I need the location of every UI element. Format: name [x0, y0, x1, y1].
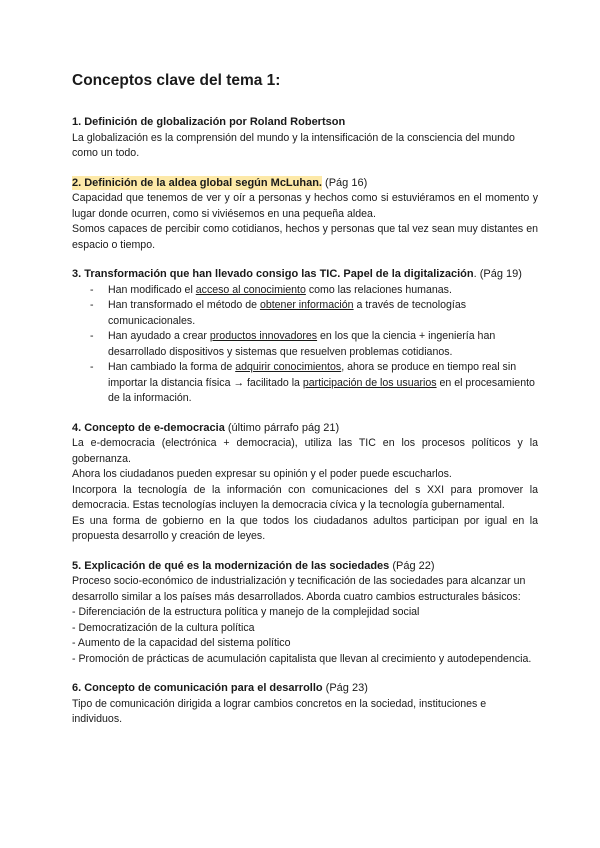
heading-text: 5. Explicación de qué es la modernización de las sociedades [72, 559, 390, 572]
highlighted-heading: 2. Definición de la aldea global según McLuhan. [72, 176, 322, 189]
paragraph: Incorpora la tecnología de la información con comunicaciones del s XXI para promover la democracia. Estas tecnologías incluyen la democracia cívica y la tecnología gubernamental. [72, 483, 538, 511]
paragraph: Tipo de comunicación dirigida a lograr cambios concretos en la sociedad, instituciones e individuos. [72, 697, 487, 725]
section-4 [72, 421, 538, 545]
page-reference: (Pág 22) [389, 559, 435, 572]
section-heading [72, 421, 538, 437]
text: en el procesamiento de la información. [108, 376, 535, 404]
section-2 [72, 176, 538, 254]
heading-text: 6. Concepto de comunicación para el desarrollo [72, 682, 323, 694]
paragraph: Ahora los ciudadanos pueden expresar su opinión y el poder puede escucharlos. [72, 468, 452, 480]
section-heading [72, 681, 538, 697]
paragraph: Capacidad que tenemos de ver y oír a personas y hechos como si estuviéramos en el momento y lugar donde ocurren, como si viviésemos en una pequeña aldea. [72, 192, 538, 220]
paragraph: Es una forma de gobierno en la que todos los ciudadanos adultos participan por igual en la propuesta desarrollo y creación de leyes. [72, 514, 538, 542]
section-heading [72, 176, 538, 192]
text: a través de tecnologías comunicacionales. [108, 299, 467, 327]
page-reference: . (Pág 19) [473, 268, 522, 280]
section-heading [72, 115, 538, 131]
paragraph: La e-democracia (electrónica + democracia), utiliza las TIC en los procesos políticos y la gobernanza. [72, 437, 538, 465]
list-item [90, 298, 538, 329]
heading-text: 3. Transformación que han llevado consigo las TIC. Papel de la digitalización [72, 268, 474, 280]
list-item [90, 329, 538, 360]
paragraph: Somos capaces de percibir como cotidianos, hechos y personas que tal vez sean muy distantes en espacio o tiempo. [72, 223, 538, 251]
bullet-list [90, 283, 538, 407]
section-5 [72, 559, 538, 668]
page-title: Conceptos clave del tema 1: [72, 72, 281, 89]
text: Han transformado el método de [108, 299, 260, 311]
list-item [90, 360, 538, 407]
list-line: - Democratización de la cultura política [72, 621, 255, 634]
section-1 [72, 115, 538, 162]
section-heading [72, 267, 538, 283]
list-line: - Promoción de prácticas de acumulación capitalista que llevan al crecimiento y autodependencia. [72, 652, 532, 665]
underlined-text: participación de los usuarios [302, 376, 437, 389]
text: como las relaciones humanas. [305, 283, 452, 296]
paragraph: La globalización es la comprensión del mundo y la intensificación de la consciencia del mundo como un todo. [72, 131, 515, 159]
text: Han ayudado a crear [108, 330, 210, 342]
underlined-text: obtener información [259, 299, 354, 311]
text: Han modificado el [108, 283, 196, 296]
section-3 [72, 267, 538, 407]
page-reference: (Pág 23) [322, 682, 368, 694]
underlined-text: adquirir conocimientos [235, 361, 342, 373]
underlined-text: acceso al conocimiento [195, 283, 306, 296]
heading-text: 4. Concepto de e-democracia [72, 421, 225, 434]
page-reference: (último párrafo pág 21) [224, 421, 340, 434]
section-heading [72, 559, 538, 575]
list-line: - Diferenciación de la estructura política y manejo de la complejidad social [72, 606, 420, 618]
paragraph: Proceso socio-económico de industrialización y tecnificación de las sociedades para alcanzar un desarrollo similar a los países más desarrollados. Aborda cuatro cambios estructurales básicos: [72, 575, 526, 603]
text: , ahora se produce en tiempo real sin importar la distancia física → facilitado la [108, 361, 517, 389]
page-reference: (Pág 16) [322, 176, 368, 189]
list-line: - Aumento de la capacidad del sistema político [72, 637, 291, 649]
section-6 [72, 681, 538, 728]
underlined-text: productos innovadores [209, 330, 318, 342]
text: Han cambiado la forma de [108, 361, 236, 373]
heading-text: 1. Definición de globalización por Roland Robertson [72, 116, 346, 128]
list-item [90, 283, 538, 299]
text: en los que la ciencia + ingeniería han desarrollado dispositivos y sistemas que resuelven problemas cotidianos. [108, 330, 496, 358]
